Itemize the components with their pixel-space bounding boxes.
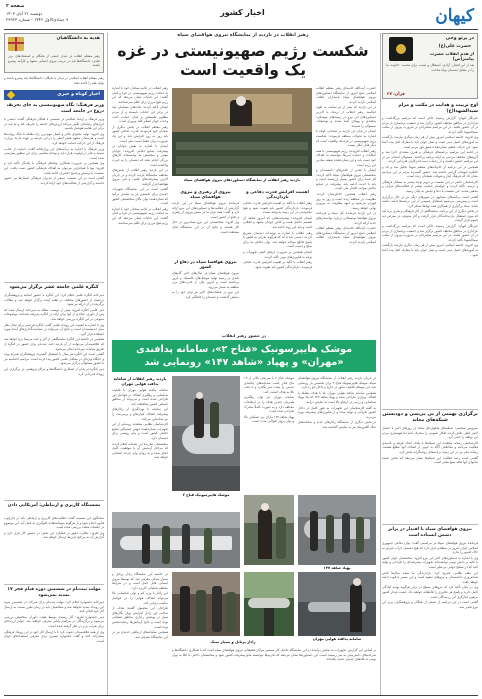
right-column-headline-3: نیروی هوافضای سپاه با اقتدار در برابر دشمن ایستاده است [388, 527, 472, 538]
date-line-1: دوشنبه ۲۱ آبان ۱۴۰۳ [6, 11, 43, 16]
bottom-caption: رادار پرتابل و بسیار سبک [210, 640, 256, 644]
right-column-divider [382, 409, 478, 410]
quote-author: حضرت علی(ع) [438, 44, 471, 49]
right-column-body-2: سرویس سیاسی: شبکه‌های ماهواره‌ای معاند در روزهای اخیر با انتشار اخبار جعلی تلاش کردند افکار عمومی را منحرف کنند اما هوشیاری مردم این توطئه را خنثی کرد. کارشناسان رسانه معتقدند این شبکه‌ها با هدف ایجاد تفرقه و ناامیدی فعالیت می‌کنند و مخاطبان آگاه به خوبی از اهداف آنها مطلع هستند. رسانه ملی نیز در این زمینه برنامه‌های روشنگرانه پخش کرد. گفتنی است رصد فعالیت این شبکه‌ها نشان می‌دهد که بخش عمده محتوای آنها فاقد منبع معتبر است. [382, 426, 478, 465]
quote-body: بعد از این اقتدار، آزادی، استقلال و امنیت برای ماست. خداوند، ما را در مقابل دشمنان توانا ساخت. [386, 63, 474, 72]
news-header-label: اخبار کوتاه و خبری [57, 92, 100, 97]
gift-box [4, 33, 104, 73]
missile-sub-headline: بازدید رهبر انقلاب از سامانه پدافند هوایی مهران [113, 376, 167, 386]
quote-emblem [389, 37, 413, 61]
gift-box-title: هدیه به دانشگاهیان [56, 36, 100, 41]
bottom-left-body: در حاشیه این نمایشگاه رادار پرتابل و بسیار سبکی معرفی شد که توسط نیروی انسانی قابل حمل است و در شرایط مختلف عملیاتی کاربرد دارد. این رادار با وزن کم و توان شناسایی بالا می‌تواند اهداف هوایی را در فواصل مناسب ردیابی کند. طراحان این محصول گفتند: هدف از ساخت این رادار افزایش توان یگان‌های سیار در پوشش راداری مناطق عملیاتی بوده است و نتایج آزمایش‌ها رضایت‌بخش بوده است. همچنین سامانه‌های ارتباطی جدیدی نیز در این نمایشگاه معرفی شد. [112, 572, 168, 639]
main-photo-caption: بازدید رهبر انقلاب از نمایشگاه دستاوردهای نیروی هوافضای سپاه [184, 178, 300, 182]
lower-photo-1 [172, 376, 240, 491]
masthead-rule [4, 29, 478, 30]
quote-source: قرآن، ۲۷ [387, 91, 405, 96]
missile-story-banner [112, 340, 376, 372]
lower-photo-3 [244, 495, 294, 565]
right-column-divider-2 [382, 524, 478, 525]
lower-photo-6 [244, 572, 294, 636]
news-header [4, 90, 104, 100]
left-column-divider-2 [4, 500, 104, 501]
left-column-body-3: دبیرخانه کنگره علمی اعلام کرد: این کنگره با حضور اساتید و پژوهشگران برجسته از کشورهای مختلف در هفته آینده برگزار خواهد شد و مقالات برگزیده در آن ارائه می‌شود. دبیر علمی کنگره افزود: بیش از دویست مقاله به دبیرخانه ارسال شده که پس از داوری، تعدادی از آنها برای ارائه در کنگره پذیرفته شده‌اند. موضوعات متنوعی در این کنگره بررسی خواهد شد. وی با اشاره به اهمیت این رویداد علمی گفت: کنگره فرصتی برای تبادل نظر میان اندیشمندان است و نتایج آن می‌تواند در سیاست‌گذاری‌های آینده مورد استفاده قرار گیرد. همچنین در حاشیه این کنگره نمایشگاهی از آثار و کتب مرتبط برپا خواهد شد که علاقه‌مندان می‌توانند از آن بازدید کنند. ثبت‌نام برای حضور در کنگره از طریق سامانه دبیرخانه انجام می‌شود. گفتنی است این کنگره هر سال با استقبال گسترده پژوهشگران همراه بوده و جایگاه ویژه‌ای در محافل علمی کشور پیدا کرده است. مراسم اختتامیه نیز با حضور مسئولان برگزار می‌شود. دبیر کنگره در پایان از همکاری دانشگاه‌ها و مراکز پژوهشی در برگزاری این رویداد قدردانی کرد. [4, 293, 104, 376]
section-title: اخبار کشور [220, 8, 265, 17]
footer-rule [4, 695, 478, 696]
lower-photo-2 [298, 495, 376, 565]
date-line-2: ۹ جمادی‌الاول ۱۴۴۶ - شماره ۲۳۹۲۳ [6, 17, 69, 22]
left-column-body-5: دبیرخانه جشنواره اعلام کرد: مهلت ثبت‌نام برای شرکت در ششمین دوره این رویداد تمدید نخواهد شد و متقاضیان باید در زمان مقرر نسبت به ارسال آثار خود اقدام کنند. دبیر جشنواره افزود: آثار رسیده توسط هیئت داوران متخصص بررسی می‌شود و برگزیدگان در مراسم پایانی معرفی خواهند شد. جوایز ارزنده‌ای برای نفرات برتر در نظر گرفته شده است. وی از همه علاقه‌مندان دعوت کرد تا با ارسال آثار خود در این رویداد فرهنگی مشارکت کنند و گفت جشنواره بستری برای معرفی استعدادهای جوان است. [4, 600, 104, 643]
lower-photo-7 [298, 572, 376, 636]
left-column-divider-3 [4, 584, 104, 585]
middle-body-2: فرمانده نیروی هوافضای سپاه در این بازدید گزارشی از فعالیت‌ها و دستاوردهای این نیرو ارائه کرد و گفت: همه توان ما در مسیر پیروی از رهبری و دفاع از کشور است. وی افزود: متخصصان این نیرو شبانه‌روز در حال کار هستند و نتایج آن در این نمایشگاه قابل مشاهده است. [172, 201, 239, 234]
middle-headline-2: پیروی از رهبری و نیروی هوافضای سپاه [180, 189, 231, 200]
page-label: صفحه ۲ [6, 4, 25, 9]
left-column-headline-3: نشستگاه کاربری و ارتباطی: آمریکایی دادن [7, 503, 101, 508]
main-story-headline: شکست رژیم صهیونیستی در غزه یک واقعیت است [117, 42, 369, 79]
right-column-body-1: خبرنگار کیهان: گزارش رسیده حاکی است که مراسم بزرگداشت و عزاداری در مناطق مختلف کشور برگزار شد و جمعیت پرشماری از مردم در آن حضور یافتند. در این مراسم سخنرانان بر ضرورت پیروی از مکتب سیدالشهدا تأکید کردند. وی افزود: جامعه اسلامی امروز بیش از هر زمان دیگری نیازمند بازگشت به آموزه‌های اصیل دینی است و نسل جوان باید با معارف اهل بیت آشنا شود. این حرکت عظیم نشان‌دهنده عمق باور مردم است. در ادامه این مراسم برنامه‌های فرهنگی و هنری متعددی اجرا شد و گروه‌های مختلف مردمی به ارائه برنامه پرداختند. مسئولان استانی نیز در این مراسم حضور داشتند و از زحمات دست‌اندرکاران قدردانی کردند. همچنین در این برنامه از خانواده‌های معظم شهدا تجلیل شد و یاد و خاطره شهیدان گرامی داشته شد. حضور گسترده مردم در این مراسم نشان داد که فرهنگ ایثار و شهادت همچنان زنده است. کارشناسان حاضر در این نشست بر لزوم توجه بیشتر به مسائل فرهنگی و تربیتی تأکید کردند و خواستار حمایت بیشتر از فعالیت‌های قرآنی و مذهبی شدند. این نشست با دعا و نیایش به پایان رسید. گفتنی است برنامه‌های مشابهی در شهرهای دیگر نیز در حال برگزاری است و پیش‌بینی می‌شود استقبال عمومی از این برنامه‌ها ادامه داشته باشد. ستاد برگزاری از همکاری همه نهادها تشکر کرد. در بخش دیگری از این برنامه، نمایشگاهی از آثار فرهنگی و هنری برپا شد که مورد استقبال بازدیدکنندگان قرار گرفت و آثار متنوعی در معرض دید عموم قرار گرفت. خبرنگار کیهان: گزارش رسیده حاکی است که مراسم بزرگداشت و عزاداری در مناطق مختلف کشور برگزار شد و جمعیت پرشماری از مردم در آن حضور یافتند. در این مراسم سخنرانان بر ضرورت پیروی از مکتب سیدالشهدا تأکید کردند. وی افزود: جامعه اسلامی امروز بیش از هر زمان دیگری نیازمند بازگشت به آموزه‌های اصیل دینی است و نسل جوان باید با معارف اهل بیت آشنا شود. [382, 116, 478, 257]
gift-box-body: رهبر معظم انقلاب در دیدار جمعی از نخبگان و استعدادهای برتر علمی: دانشگاه‌ها باید در تربیت نیروی انسانی متعهد و کارآمد پیشرو باشند. [8, 54, 100, 68]
logo-text: کیهان [435, 6, 474, 26]
right-column-body-3: فرمانده نیروی هوافضای سپاه در مراسمی گفت: توان دفاعی جمهوری اسلامی ایران امروز در سطحی قرار دارد که هیچ دشمنی جرأت تعرض به خاک کشور را ندارد. وی با اشاره به دستاوردهای اخیر این نیرو افزود: متخصصان جوان کشور با تکیه بر دانش بومی توانسته‌اند تجهیزات پیشرفته‌ای را طراحی و تولید کنند که در سطح جهانی بی‌نظیر است. این مقام نظامی تصریح کرد: بازدارندگی ما نتیجه سال‌ها تلاش شبانه‌روزی دانشمندان و نیروهای متعهد است و این مسیر با قوت ادامه خواهد یافت. وی در پایان تأکید کرد که نیروهای مسلح در برابر هرگونه تهدید آمادگی کامل دارند و پاسخ هر تجاوزی را قاطعانه خواهند داد. امنیت پایدار کشور مرهون ایثارگری این رزمندگان است. گفتنی است در این مراسم از جمعی از نخبگان و پژوهشگران برتر این نیرو تقدیر شد. [382, 541, 478, 609]
middle-headline-3: نیروی هوافضا سپاه در دفاع از کشور [174, 259, 237, 270]
left-column-body-4: سخنگوی این نشست گفت: فعالیت‌های کاربری و ارتباطی باید در چارچوب قانون انجام شود و از هرگونه سوءاستفاده جلوگیری به عمل آید. این موضوع در جلسات متعدد بررسی شده است. وی افزود: نظارت دقیق بر عملکرد این بخش در دستور کار قرار دارد و گزارش آن به مراجع ذی‌ربط ارسال خواهد شد. [4, 516, 104, 540]
left-column-headline-1: وزیر فرهنگ: نگاه صهیونیستی به جای تحریف دروغ در جامعه است [6, 103, 104, 114]
right-column-headline-1: اوج تربیت و هدایت در مکتب و مرام سیدالشهدا(ع) [398, 103, 478, 114]
bottom-center-body: بر اساس این گزارش، تجهیزات به نمایش درآمده در این نمایشگاه حاصل کار مستمر مراکز تحقیقاتی نیروی هوافضای سپاه است که با همکاری دانشگاه‌ها و شرکت‌های دانش‌بنیان به ثمر رسیده است. این دستاوردها نشان می‌دهد که تحریم‌ها نتوانسته مانع پیشرفت کشور شود و متخصصان داخلی با اتکا به توان بومی به قله‌های جدیدی دست یافته‌اند. [172, 648, 376, 662]
middle-body-3: نیروی هوافضای سپاه در سال‌های اخیر گام‌های بلندی در زمینه تولید موشک‌های بالستیک و کروز برداشته است و امروز یکی از قدرت‌های برتر منطقه به شمار می‌رود. این نیرو در عملیات‌های اخیر نیز توان خود را به نمایش گذاشت و دشمنان را غافلگیر کرد. [172, 271, 239, 299]
lower-photo-4 [112, 512, 240, 568]
lower-photo-1-caption: موشک هایپرسونیک فتاح ۲ [182, 493, 230, 497]
lower-left-body: سامانه پدافند هوایی مهران با قابلیت شناسایی و رهگیری اهداف در فواصل دور طراحی شده است و می‌تواند از مناطق حساس کشور محافظت کند. این سامانه با بهره‌گیری از رادارهای پیشرفته، اهداف کم‌ارتفاع و پرسرعت را نیز شناسایی می‌کند. کارشناسان نظامی معتقدند رونمایی از این تجهیزات نشان‌دهنده جهش چشمگیر صنایع دفاعی کشور است و پیام روشنی برای دشمنان دارد. متخصصان سازنده این سامانه اعلام کردند که مراحل آزمایش آن با موفقیت کامل انجام شده و به زودی وارد چرخه عملیاتی خواهد شد. [112, 388, 168, 460]
quote-box [382, 33, 478, 99]
gift-icon [8, 37, 24, 51]
lower-photo-5 [172, 572, 240, 636]
column-rule-left [107, 33, 108, 695]
left-column-body-2: وزیر فرهنگ و ارشاد اسلامی در نشستی با فعالان فرهنگی گفت: دشمن با ابزارهای رسانه‌ای تلاش می‌کند ارزش‌های جامعه را تحریف کند و ما باید در برابر این هجمه هوشیار باشیم. وی افزود: تولید محتوای فاخر و اصیل مهم‌ترین راه مقابله با جنگ روایت‌ها است و هنرمندان متعهد نقش اصلی را در این عرصه بر عهده دارند. وزارت فرهنگ از این حرکت حمایت خواهد کرد. وزیر فرهنگ با اشاره به برنامه‌های این وزارتخانه گفت: حمایت از کتاب، سینما و تئاتر در اولویت قرار دارد و بودجه مناسبی برای این منظور پیش‌بینی شده است. وی همچنین بر ضرورت همکاری نهادهای فرهنگی با یکدیگر تأکید کرد و افزود: تنها با هم‌افزایی می‌توان به اهداف فرهنگی کشور دست یافت. این نشست با پرسش و پاسخ حاضران ادامه یافت. گفتنی است در این نشست جمعی از مدیران فرهنگی استان‌ها نیز حضور داشتند و گزارشی از فعالیت‌های خود ارائه کردند. [4, 117, 104, 185]
news-header-icon [7, 91, 15, 99]
quote-title: از هدم انقلاب حضرت پیامبر(ص) [430, 51, 474, 61]
quote-box-header: در پرتو وحی [445, 36, 474, 41]
center-left-body: رهبر انقلاب در ادامه سخنان خود با اشاره به جنایات رژیم صهیونیستی در غزه و لبنان گفتند: این جنایات نشان می‌دهد که این رژیم هیچ مرزی برای ظلم نمی‌شناسد. ایشان تأکید کردند: ملت‌های مسلمان باید در برابر این جنایات بایستند و از مردم مظلوم فلسطین و لبنان حمایت کنند. وحدت جهان اسلام کلید پیروزی است. رهبر معظم انقلاب در بخش دیگری از سخنان خود فرمودند: قدرت دفاعی کشور باید روز به روز افزایش یابد و این یک ضرورت برای حفظ امنیت ملی است. ایشان با اشاره به نقش جوانان در پیشرفت صنایع دفاعی افزودند: جوانان مؤمن و متخصص ما توانسته‌اند کارهای بزرگی انجام دهند که دشمنان را به حیرت واداشته است. در این بازدید رهبر انقلاب از بخش‌های مختلف نمایشگاه بازدید کردند و در جریان آخرین پیشرفت‌های علمی و فنی نیروی هوافضا قرار گرفتند. گفتنی است در این نمایشگاه تجهیزات جدیدی برای نخستین بار به نمایش درآمد که نشان‌دهنده توان بالای متخصصان کشور است. رهبر انقلاب در ادامه سخنان خود با اشاره به جنایات رژیم صهیونیستی در غزه و لبنان گفتند: این جنایات نشان می‌دهد که این رژیم هیچ مرزی برای ظلم نمی‌شناسد. [112, 86, 168, 225]
lower-photo-2-caption: پهپاد شاهد ۱۴۷ [323, 566, 351, 570]
left-column-headline-2: کنگره علمی جامعه عشر برگزار می‌شود [9, 285, 99, 290]
column-rule-right [380, 33, 381, 695]
left-column-body-1: رهبر معظم انقلاب اسلامی در دیدار با نخبگان: دانشگاه‌ها باید پیشرو باشند و تولید علم را ادامه دهند. [4, 76, 104, 85]
missile-story-kicker: در حضور رهبر انقلاب [221, 333, 267, 338]
missile-story-headline: موشک هایپرسونیک «فتاح ۲»، سامانه پدافندی «مهران» و پهپاد «شاهد ۱۴۷» رونمایی شد [135, 344, 353, 368]
center-right-body: حضرت آیت‌الله خامنه‌ای رهبر معظم انقلاب اسلامی صبح امروز از نمایشگاه دستاوردهای نیروی هوافضای سپاه پاسداران انقلاب اسلامی بازدید کردند. در این بازدید که بیش از دو ساعت به طول انجامید، رهبر انقلاب از نزدیک با آخرین دستاوردهای این نیرو در زمینه‌های موشکی، پدافندی و پهپادی آشنا شدند و توضیحات مسئولان را شنیدند. ایشان در پایان این بازدید در سخنانی کوتاه با اشاره به تحولات منطقه فرمودند: شکست رژیم صهیونیستی در غزه یک واقعیت است که دیگر قابل انکار نیست. رهبر انقلاب افزودند: رژیم صهیونیستی با همه امکانات و حمایت آمریکا نتوانسته به اهداف خود دست یابد و این نشان‌دهنده ضعف بنیادین این رژیم است. ایشان با تقدیر از تلاش‌های دانشمندان و متخصصان نیروی هوافضای سپاه تأکید کردند: کار شما برای کشور بسیار ارزشمند است و باید با جدیت ادامه یابد. پیشرفت در صنایع دفاعی موجب اقتدار ملی است. رهبر انقلاب همچنین خاطرنشان کردند: مقاومت در منطقه زنده است و روز به روز قوی‌تر می‌شود و جبهه مقاومت به پیروزی نهایی خواهد رسید. در این بازدید فرمانده کل سپاه و فرمانده نیروی هوافضا توضیحاتی درباره توانمندی‌های جدید ارائه کردند. حضرت آیت‌الله خامنه‌ای رهبر معظم انقلاب اسلامی صبح امروز از نمایشگاه دستاوردهای نیروی هوافضای سپاه پاسداران انقلاب اسلامی بازدید کردند. [316, 86, 376, 244]
middle-headline-1: اهمیت افزایش قدرت دفاعی و بازدارندگی [246, 189, 309, 200]
left-column-divider-1 [4, 282, 104, 283]
main-story-kicker: رهبر انقلاب در بازدید از نمایشگاه نیروی هوافضای سپاه [177, 33, 309, 38]
middle-body-1: رهبر انقلاب با تأکید بر اهمیت افزایش قدرت دفاعی فرمودند: بازدارندگی کشور باید تقویت شود و هیچ محدودیتی در این زمینه پذیرفته نیست. ایشان افزودند: پیشرفت‌هایی که امروز شاهد آن هستیم حاصل همت و تلاش جوانان متعهد و انقلابی است و باید این روند ادامه یابد. رهبر انقلاب با اشاره به تهدیدات دشمنان تصریح کردند: دشمن باید بداند که هرگونه تعرض به کشور با پاسخ قاطع مواجه خواهد شد. توان دفاعی ما برای صلح و امنیت است. ایشان همچنین بر ضرورت ارتقای کیفی تجهیزات و توجه به فناوری‌های نوین تأکید کردند. رهبر انقلاب با تأکید بر اهمیت افزایش قدرت دفاعی فرمودند: بازدارندگی کشور باید تقویت شود. [243, 201, 312, 269]
lower-right-body: در جریان بازدید رهبر انقلاب از نمایشگاه نیروی هوافضای سپاه، موشک هایپرسونیک فتاح ۲ برای نخستین بار رونمایی شد. این موشک قابلیت مانور در خارج و داخل جو را دارد. همچنین سامانه پدافند هوایی مهران که با هدف مقابله با اهداف پروازی طراحی شده و پهپاد شاهد ۱۴۷ که یک پهپاد شناسایی و رزمی در ارتفاع بالا است به نمایش درآمد. به گفته کارشناسان این تجهیزات به طور کامل در داخل کشور طراحی و تولید شده و از فناوری‌های پیشرفته بهره می‌برند. در بخش دیگری از نمایشگاه رادارهای جدید و سامانه‌های جنگ الکترونیک نیز به نمایش گذاشته شد. [298, 376, 376, 429]
right-column-headline-2: برگزاری بهمنی از بی بی‌سی و دودبستن شبکه‌های معاند [382, 412, 478, 423]
main-photo [172, 88, 312, 176]
left-column-headline-4: مهلت ثبت‌نام در ششمین دوره قیام فجر ۱۷ تمدید نمی‌شود [7, 587, 101, 598]
logo [424, 6, 474, 24]
lower-middle-body: موشک فتاح ۲ با سرعتی بالاتر از ۱۳ ماخ قادر است سامانه‌های پدافندی دشمن را پشت سر بگذارد و با دقت بالا به هدف اصابت کند. سامانه مهران نیز توان رهگیری همزمان چندین هدف را در ارتفاعات مختلف دارد و به صورت کاملاً متحرک طراحی شده است. پهپاد شاهد ۱۴۷ دارای برد عملیاتی بالا و توان پرواز طولانی مدت است. [244, 376, 294, 424]
masthead [0, 0, 482, 30]
lower-photo-7-caption: سامانه پدافند هوایی مهران [312, 637, 362, 641]
